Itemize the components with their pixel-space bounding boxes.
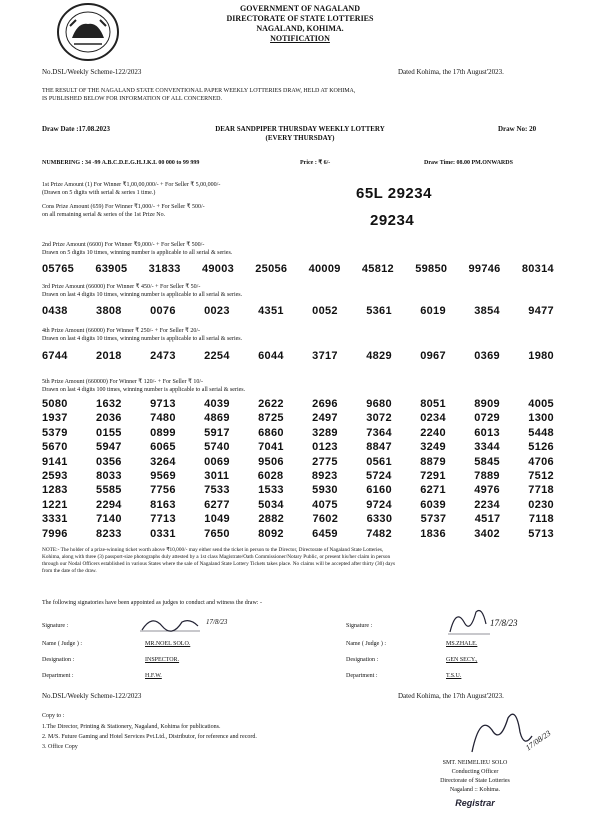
prize-number: 6044 bbox=[258, 350, 284, 362]
prize-number: 3717 bbox=[312, 350, 338, 362]
cons-prize-amount: Cons Prize Amount (659) For Winner ₹1,000/- + For Seller ₹ 500/- bbox=[42, 204, 205, 210]
prize-number: 4976 bbox=[474, 484, 500, 497]
prize-number: 6744 bbox=[42, 350, 68, 362]
prize-number: 6013 bbox=[474, 426, 500, 439]
prize-number: 2497 bbox=[312, 412, 338, 425]
prize-number: 5585 bbox=[96, 484, 122, 497]
copy-to-label: Copy to : bbox=[42, 713, 65, 719]
prize-number: 6330 bbox=[366, 513, 393, 526]
fourth-prize-numbers bbox=[42, 350, 554, 362]
copy-line-1: 1.The Director, Printing & Stationery, Nagaland, Kohima for publications. bbox=[42, 724, 221, 730]
prize-number: 8847 bbox=[366, 441, 392, 454]
note-text bbox=[42, 547, 395, 575]
prize-number: 9477 bbox=[528, 305, 554, 317]
prize-number: 3011 bbox=[204, 469, 230, 482]
prize-number: 0561 bbox=[366, 455, 392, 468]
officer-signature-date: 17/08/23 bbox=[523, 728, 553, 753]
fourth-prize-rule: Drawn on last 4 digits 10 times, winning number is applicable to all serial & series. bbox=[42, 336, 243, 342]
right-judge-designation: GEN SECY., bbox=[446, 657, 478, 663]
prize-number: 9506 bbox=[258, 455, 284, 468]
prize-number: 40009 bbox=[308, 263, 341, 275]
prize-number: 2036 bbox=[96, 412, 122, 425]
prize-number: 4039 bbox=[204, 398, 230, 410]
prize-number: 5930 bbox=[312, 484, 338, 497]
registrar-stamp: Registrar bbox=[455, 798, 495, 808]
fifth-prize-amount: 5th Prize Amount (660000) For Winner ₹ 120/- + For Seller ₹ 10/- bbox=[42, 379, 203, 385]
prize-number: 7291 bbox=[420, 469, 446, 482]
fifth-prize-row bbox=[42, 441, 554, 455]
second-prize-rule: Drawn on 5 digits 10 times, winning number is applicable to all serial & series. bbox=[42, 250, 233, 256]
prize-number: 7482 bbox=[366, 527, 392, 540]
prize-number: 0899 bbox=[150, 426, 176, 439]
fifth-prize-rule: Drawn on last 4 digits 100 times, winning number is applicable to all serial & series. bbox=[42, 387, 246, 393]
officer-place: Nagaland :: Kohima. bbox=[449, 787, 501, 793]
cons-prize-winning-number: 29234 bbox=[370, 212, 415, 229]
first-prize-amount: 1st Prize Amount (1) For Winner ₹1,00,00,000/- + For Seller ₹ 5,00,000/- bbox=[42, 182, 221, 188]
prize-number: 1049 bbox=[204, 513, 230, 526]
prize-number: 7512 bbox=[528, 469, 554, 482]
fifth-prize-row bbox=[42, 412, 554, 426]
prize-number: 1632 bbox=[96, 398, 122, 410]
prize-number: 5126 bbox=[528, 441, 554, 454]
prize-number: 5737 bbox=[420, 513, 447, 526]
prize-number: 3289 bbox=[312, 426, 338, 439]
prize-number: 0331 bbox=[150, 527, 176, 540]
prize-number: 5713 bbox=[528, 527, 554, 540]
prize-number: 99746 bbox=[468, 263, 501, 275]
prize-number: 0155 bbox=[96, 426, 122, 439]
prize-number: 8163 bbox=[150, 498, 176, 511]
prize-number: 4351 bbox=[258, 305, 284, 317]
fifth-prize-row bbox=[42, 427, 554, 441]
officer-name: SMT. NEIMELIEU SOLO bbox=[442, 760, 508, 766]
draw-date: Draw Date :17.08.2023 bbox=[42, 125, 111, 133]
prize-number: 0438 bbox=[42, 305, 68, 317]
prize-number: 0123 bbox=[312, 441, 338, 454]
right-signature-label: Signature : bbox=[346, 623, 373, 629]
prize-number: 1836 bbox=[420, 527, 446, 540]
note-line: through our Nodal Officers established in various States where the sale of Nagaland State Lottery Tickets takes place. No claims will be accepted after thirty (30) days bbox=[42, 561, 396, 567]
right-name-label: Name ( Judge ) : bbox=[346, 641, 386, 647]
cons-prize-rule: on all remaining serial & series of the 1st Prize No. bbox=[42, 212, 166, 218]
prize-number: 7718 bbox=[528, 484, 554, 497]
prize-number: 0234 bbox=[420, 412, 446, 425]
second-prize-amount: 2nd Prize Amount (6600) For Winner ₹9,000/- + For Seller ₹ 500/- bbox=[42, 242, 205, 248]
prize-number: 5361 bbox=[366, 305, 392, 317]
footer-reference-number: No.DSL/Weekly Scheme-122/2023 bbox=[42, 692, 142, 700]
prize-number: 9713 bbox=[150, 398, 176, 410]
lottery-title: DEAR SANDPIPER THURSDAY WEEKLY LOTTERY bbox=[215, 125, 385, 133]
prize-number: 5080 bbox=[42, 398, 68, 410]
prize-number: 0076 bbox=[150, 305, 176, 317]
prize-number: 6277 bbox=[204, 498, 230, 511]
prize-number: 9680 bbox=[366, 398, 392, 410]
prize-number: 2593 bbox=[42, 469, 68, 482]
intro-line-2: IS PUBLISHED BELOW FOR INFORMATION OF ALL CONCERNED. bbox=[42, 96, 223, 102]
prize-number: 5845 bbox=[474, 455, 500, 468]
prize-number: 7041 bbox=[258, 441, 284, 454]
prize-number: 0356 bbox=[96, 455, 122, 468]
prize-number: 5379 bbox=[42, 426, 68, 439]
fifth-prize-row bbox=[42, 513, 554, 527]
fifth-prize-row bbox=[42, 456, 554, 470]
prize-number: 5917 bbox=[204, 426, 230, 439]
prize-number: 1980 bbox=[528, 350, 554, 362]
fourth-prize-amount: 4th Prize Amount (66000) For Winner ₹ 250/- + For Seller ₹ 20/- bbox=[42, 328, 200, 334]
prize-number: 6028 bbox=[257, 469, 284, 482]
prize-number: 7118 bbox=[528, 513, 554, 526]
prize-number: 9569 bbox=[150, 469, 176, 482]
draw-number: Draw No: 20 bbox=[498, 125, 537, 133]
prize-number: 3249 bbox=[420, 441, 446, 454]
prize-number: 5670 bbox=[42, 441, 68, 454]
officer-department: Directorate of State Lotteries bbox=[440, 778, 510, 784]
first-prize-rule: (Drawn on 5 digits with serial & series 1 time.) bbox=[42, 190, 156, 196]
prize-number: 5740 bbox=[204, 441, 230, 454]
first-prize-winning-number: 65L 29234 bbox=[356, 185, 432, 202]
prize-number: 8092 bbox=[258, 527, 284, 540]
prize-number: 6459 bbox=[312, 527, 338, 540]
reference-number: No.DSL/Weekly Scheme-122/2023 bbox=[42, 68, 142, 76]
left-signature-label: Signature : bbox=[42, 623, 69, 629]
prize-number: 0729 bbox=[474, 412, 500, 425]
prize-number: 7140 bbox=[96, 513, 122, 526]
note-line: NOTE:- The holder of a prize-winning ticket worth above ₹10,000/- may either send the ticket in person to the Director, Directorate of Nagaland State Lotteries, bbox=[42, 547, 384, 553]
prize-number: 2696 bbox=[312, 398, 338, 410]
prize-number: 45812 bbox=[361, 263, 394, 275]
lottery-subtitle: (EVERY THURSDAY) bbox=[265, 134, 335, 142]
right-signature-date: 17/8/23 bbox=[490, 618, 518, 628]
prize-number: 7480 bbox=[150, 412, 176, 425]
prize-number: 4706 bbox=[528, 455, 554, 468]
prize-number: 8033 bbox=[96, 469, 122, 482]
fifth-prize-row bbox=[42, 499, 554, 513]
prize-number: 8051 bbox=[420, 398, 446, 410]
right-department-label: Department : bbox=[346, 673, 378, 679]
prize-number: 9724 bbox=[366, 498, 392, 511]
header-notification: NOTIFICATION bbox=[270, 34, 330, 43]
intro-line-1: THE RESULT OF THE NAGALAND STATE CONVENTIONAL PAPER WEEKLY LOTTERIES DRAW, HELD AT KOHIMA, bbox=[42, 88, 356, 94]
prize-number: 3344 bbox=[474, 441, 500, 454]
prize-number: 7650 bbox=[204, 527, 230, 540]
prize-number: 5034 bbox=[258, 498, 284, 511]
draw-time: Draw Time: 08.00 PM.ONWARDS bbox=[424, 160, 513, 166]
prize-number: 3264 bbox=[150, 455, 176, 468]
prize-number: 6039 bbox=[420, 498, 446, 511]
reference-date: Dated Kohima, the 17th August'2023. bbox=[398, 68, 504, 76]
right-judge-department: T.S.U. bbox=[446, 673, 462, 679]
prize-number: 3854 bbox=[474, 305, 500, 317]
prize-number: 3331 bbox=[42, 513, 68, 526]
footer-reference-date: Dated Kohima, the 17th August'2023. bbox=[398, 692, 504, 700]
header-directorate: DIRECTORATE OF STATE LOTTERIES bbox=[226, 14, 374, 23]
copy-line-2: 2. M/S. Future Gaming and Hotel Services Pvt.Ltd., Distributor, for reference and record. bbox=[42, 734, 257, 740]
prize-number: 0230 bbox=[528, 498, 554, 511]
ticket-price: Price : ₹ 6/- bbox=[300, 160, 331, 166]
prize-number: 2882 bbox=[258, 513, 285, 526]
prize-number: 25056 bbox=[255, 263, 288, 275]
prize-number: 7756 bbox=[150, 484, 176, 497]
prize-number: 0023 bbox=[204, 305, 230, 317]
prize-number: 8909 bbox=[474, 398, 500, 410]
prize-number: 4005 bbox=[528, 398, 554, 410]
prize-number: 3072 bbox=[366, 412, 392, 425]
prize-number: 5724 bbox=[365, 469, 392, 482]
prize-number: 2254 bbox=[204, 350, 230, 362]
fifth-prize-grid bbox=[42, 398, 554, 542]
left-judge-name: MR.NOEL SOLO. bbox=[145, 641, 191, 647]
fifth-prize-row bbox=[42, 470, 554, 484]
prize-number: 8923 bbox=[311, 469, 338, 482]
prize-number: 5448 bbox=[528, 426, 554, 439]
prize-number: 4075 bbox=[312, 498, 338, 511]
prize-number: 2622 bbox=[258, 398, 284, 410]
prize-number: 5947 bbox=[96, 441, 122, 454]
prize-number: 2775 bbox=[312, 455, 338, 468]
prize-number: 4517 bbox=[474, 513, 501, 526]
prize-number: 1300 bbox=[528, 412, 554, 425]
left-signature-date: 17/8/23 bbox=[206, 618, 228, 626]
prize-number: 8233 bbox=[96, 527, 122, 540]
second-prize-numbers bbox=[42, 263, 554, 275]
prize-number: 6019 bbox=[420, 305, 446, 317]
prize-number: 2473 bbox=[150, 350, 176, 362]
left-department-label: Department : bbox=[42, 673, 74, 679]
prize-number: 7533 bbox=[204, 484, 230, 497]
prize-number: 6860 bbox=[258, 426, 284, 439]
prize-number: 2240 bbox=[420, 426, 446, 439]
prize-number: 1533 bbox=[258, 484, 284, 497]
prize-number: 0369 bbox=[474, 350, 500, 362]
prize-number: 7364 bbox=[366, 426, 392, 439]
numbering: NUMBERING : 34 -99 A.B.C.D.E.G.H.J.K.L 00 000 to 99 999 bbox=[42, 160, 200, 166]
prize-number: 8879 bbox=[420, 455, 446, 468]
left-judge-designation: INSPECTOR. bbox=[145, 657, 180, 663]
prize-number: 2018 bbox=[96, 350, 122, 362]
left-judge-department: H.F.W. bbox=[145, 673, 162, 679]
third-prize-numbers bbox=[42, 305, 554, 317]
prize-number: 59850 bbox=[415, 263, 448, 275]
prize-number: 6271 bbox=[420, 484, 446, 497]
prize-number: 0069 bbox=[204, 455, 230, 468]
prize-number: 3402 bbox=[474, 527, 500, 540]
prize-number: 1283 bbox=[42, 484, 68, 497]
state-seal-icon bbox=[48, 0, 128, 64]
prize-number: 80314 bbox=[521, 263, 554, 275]
prize-number: 0052 bbox=[312, 305, 338, 317]
prize-number: 05765 bbox=[42, 263, 75, 275]
prize-number: 7889 bbox=[474, 469, 500, 482]
note-line: Kohima, along with three (3) passport-size photographs duly attested by a 1st class Magistrate/Oath Commissioner/Notary Public, or present his/her claim in person bbox=[42, 554, 391, 560]
fifth-prize-row bbox=[42, 528, 554, 542]
officer-signature-icon bbox=[466, 708, 576, 760]
prize-number: 7996 bbox=[42, 527, 68, 540]
third-prize-rule: Drawn on last 4 digits 10 times, winning number is applicable to all serial & series. bbox=[42, 292, 243, 298]
prize-number: 0967 bbox=[420, 350, 446, 362]
left-name-label: Name ( Judge ) : bbox=[42, 641, 82, 647]
third-prize-amount: 3rd Prize Amount (66000) For Winner ₹ 450/- + For Seller ₹ 50/- bbox=[42, 284, 201, 290]
prize-number: 4829 bbox=[366, 350, 392, 362]
prize-number: 2234 bbox=[474, 498, 500, 511]
left-designation-label: Designation : bbox=[42, 657, 75, 663]
fifth-prize-row bbox=[42, 398, 554, 412]
right-judge-name: MS.ZHALE. bbox=[446, 641, 478, 647]
prize-number: 9141 bbox=[42, 455, 68, 468]
header-location: NAGALAND, KOHIMA. bbox=[256, 24, 344, 33]
prize-number: 1937 bbox=[42, 412, 68, 425]
prize-number: 49003 bbox=[201, 263, 235, 275]
note-line: from the date of the draw. bbox=[42, 568, 97, 574]
officer-title: Conducting Officer bbox=[451, 769, 499, 775]
prize-number: 31833 bbox=[148, 263, 181, 275]
prize-number: 6065 bbox=[150, 441, 176, 454]
prize-number: 1221 bbox=[42, 498, 68, 511]
prize-number: 7713 bbox=[150, 513, 176, 526]
prize-number: 4869 bbox=[204, 412, 230, 425]
header-government: GOVERNMENT OF NAGALAND bbox=[239, 4, 360, 13]
judges-intro: The following signatories have been appointed as judges to conduct and witness the draw: - bbox=[42, 600, 262, 606]
fifth-prize-row bbox=[42, 484, 554, 498]
prize-number: 8725 bbox=[258, 412, 284, 425]
prize-number: 7602 bbox=[312, 513, 339, 526]
prize-number: 63905 bbox=[95, 263, 128, 275]
right-designation-label: Designation : bbox=[346, 657, 379, 663]
prize-number: 2294 bbox=[96, 498, 122, 511]
copy-line-3: 3. Office Copy bbox=[42, 744, 78, 750]
prize-number: 3808 bbox=[96, 305, 122, 317]
prize-number: 6160 bbox=[366, 484, 392, 497]
